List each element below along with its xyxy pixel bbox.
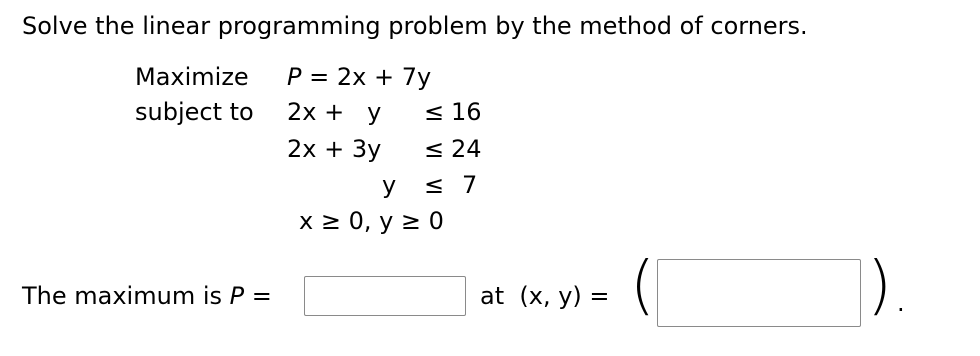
- nonnegativity-constraint: x ≥ 0, y ≥ 0: [299, 207, 444, 235]
- max-label: [22, 284, 272, 308]
- point-input[interactable]: [657, 259, 861, 327]
- constraint-2-lhs: 2x + 3y: [287, 135, 382, 163]
- constraint-1-rhs: 16: [451, 98, 482, 126]
- at-xy-label: at (x, y) =: [480, 282, 610, 310]
- constraint-3-op: ≤: [424, 171, 445, 199]
- max-label-prefix: The maximum is: [22, 282, 230, 310]
- objective-expression: = 2x + 7y: [301, 63, 432, 91]
- objective-variable: P: [287, 63, 302, 91]
- open-paren-icon: (: [630, 249, 655, 323]
- max-label-variable: P: [229, 282, 245, 310]
- constraint-2-rhs: 24: [451, 135, 482, 163]
- period-icon: .: [897, 289, 905, 317]
- constraint-3-lhs: y: [382, 171, 397, 199]
- close-paren-icon: ): [867, 249, 892, 323]
- objective-function: [287, 65, 431, 89]
- max-label-equals: =: [244, 282, 272, 310]
- subject-to-label: subject to: [135, 98, 254, 126]
- max-value-input[interactable]: [304, 276, 466, 316]
- constraint-1-op: ≤: [424, 98, 445, 126]
- constraint-1-lhs: 2x + y: [287, 98, 382, 126]
- constraint-3-rhs: 7: [462, 171, 478, 199]
- maximize-label: Maximize: [135, 63, 249, 91]
- constraint-2-op: ≤: [424, 135, 445, 163]
- problem-instruction: Solve the linear programming problem by the method of corners.: [22, 12, 808, 40]
